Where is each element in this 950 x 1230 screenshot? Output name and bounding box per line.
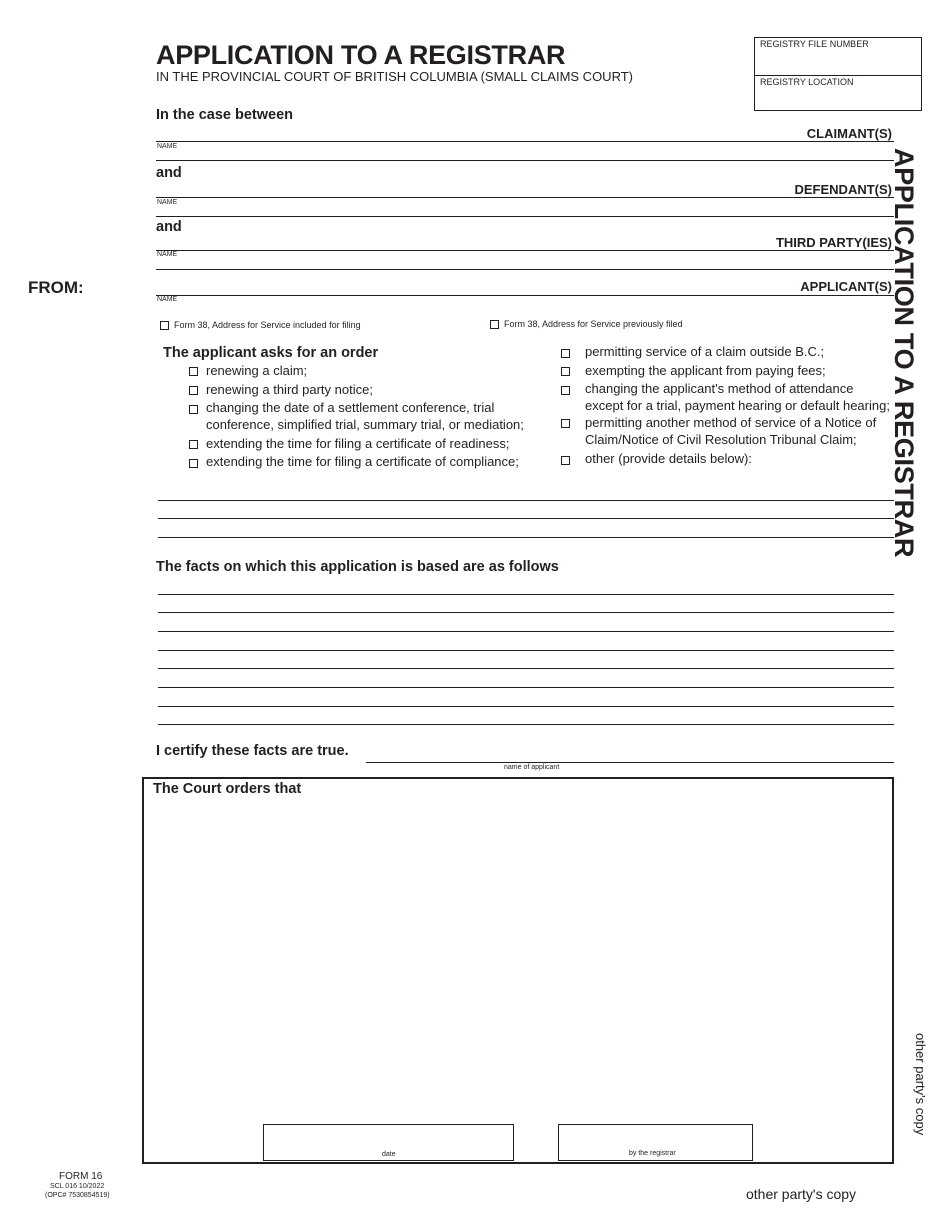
form-number: FORM 16 xyxy=(59,1171,103,1182)
exempt-fees-checkbox[interactable] xyxy=(561,367,570,376)
order-request-heading: The applicant asks for an order xyxy=(163,345,379,361)
applicant-name-line[interactable] xyxy=(156,295,894,296)
other-details-line-3[interactable] xyxy=(158,537,894,538)
renew-third-party-checkbox[interactable] xyxy=(189,386,198,395)
applicant-name-caption: NAME xyxy=(157,296,178,303)
facts-heading: The facts on which this application is based are as follows xyxy=(156,559,559,575)
other-service-method-label-cont: Claim/Notice of Civil Resolution Tribunal Claim; xyxy=(585,432,857,447)
compliance-checkbox[interactable] xyxy=(189,459,198,468)
facts-line-6[interactable] xyxy=(158,687,894,688)
claimant-label: CLAIMANT(S) xyxy=(806,126,892,141)
defendant-name-caption: NAME xyxy=(157,199,178,206)
facts-line-3[interactable] xyxy=(158,631,894,632)
exempt-fees-label: exempting the applicant from paying fees; xyxy=(585,363,826,378)
applicant-label: APPLICANT(S) xyxy=(800,279,892,294)
address-included-option[interactable] xyxy=(160,320,361,330)
opc-number: (OPC# 7530854519) xyxy=(45,1192,110,1199)
claimant-address-line[interactable] xyxy=(156,160,894,161)
third-party-label: THIRD PARTY(IES) xyxy=(775,235,892,250)
renew-claim-label: renewing a claim; xyxy=(206,363,308,378)
renew-third-party-label: renewing a third party notice; xyxy=(206,382,373,397)
other-service-method-checkbox[interactable] xyxy=(561,419,570,428)
attendance-method-checkbox[interactable] xyxy=(561,386,570,395)
registry-divider xyxy=(755,75,921,76)
compliance-label: extending the time for filing a certificate of compliance; xyxy=(206,454,519,469)
facts-line-5[interactable] xyxy=(158,668,894,669)
attendance-method-label-cont: except for a trial, payment hearing or default hearing; xyxy=(585,398,890,413)
from-label: FROM: xyxy=(28,278,84,297)
change-date-label: changing the date of a settlement conference, trial xyxy=(206,400,495,415)
third-party-name-line[interactable] xyxy=(156,250,894,251)
registry-location-label: REGISTRY LOCATION xyxy=(760,77,854,87)
other-service-method-label: permitting another method of service of a Notice of xyxy=(585,415,877,430)
defendant-name-line[interactable] xyxy=(156,197,894,198)
court-orders-box xyxy=(142,777,894,1164)
vertical-title: APPLICATION TO A REGISTRAR xyxy=(889,148,919,558)
case-between-label: In the case between xyxy=(156,107,293,123)
facts-line-4[interactable] xyxy=(158,650,894,651)
facts-line-1[interactable] xyxy=(158,594,894,595)
change-date-checkbox[interactable] xyxy=(189,405,198,414)
attendance-method-label: changing the applicant's method of attendance xyxy=(585,381,854,396)
facts-line-2[interactable] xyxy=(158,612,894,613)
form-title: APPLICATION TO A REGISTRAR xyxy=(156,40,566,70)
service-outside-bc-label: permitting service of a claim outside B.C.; xyxy=(585,344,825,359)
claimant-name-caption: NAME xyxy=(157,143,178,150)
address-previously-checkbox[interactable] xyxy=(490,320,499,329)
defendant-label: DEFENDANT(S) xyxy=(794,182,892,197)
certify-text: I certify these facts are true. xyxy=(156,743,349,759)
registrar-caption: by the registrar xyxy=(629,1150,676,1157)
service-outside-bc-checkbox[interactable] xyxy=(561,349,570,358)
readiness-checkbox[interactable] xyxy=(189,440,198,449)
address-included-checkbox[interactable] xyxy=(160,321,169,330)
applicant-signature-line[interactable] xyxy=(366,762,894,763)
other-checkbox[interactable] xyxy=(561,456,570,465)
address-previously-option[interactable] xyxy=(490,319,683,329)
readiness-label: extending the time for filing a certificate of readiness; xyxy=(206,436,510,451)
other-details-line-1[interactable] xyxy=(158,500,894,501)
date-caption: date xyxy=(382,1151,396,1158)
and-label-2: and xyxy=(156,219,182,235)
other-details-line-2[interactable] xyxy=(158,518,894,519)
address-previously-label: Form 38, Address for Service previously filed xyxy=(504,319,683,329)
form-code: SCL 016 10/2022 xyxy=(50,1183,105,1190)
change-date-label-cont: conference, simplified trial, summary trial, or mediation; xyxy=(206,417,524,432)
form-subtitle: IN THE PROVINCIAL COURT OF BRITISH COLUMBIA (SMALL CLAIMS COURT) xyxy=(156,69,633,84)
court-orders-heading: The Court orders that xyxy=(153,781,302,797)
registry-box xyxy=(754,37,922,111)
third-party-address-line[interactable] xyxy=(156,269,894,270)
claimant-name-line[interactable] xyxy=(156,141,894,142)
facts-line-8[interactable] xyxy=(158,724,894,725)
defendant-address-line[interactable] xyxy=(156,216,894,217)
copy-label: other party's copy xyxy=(746,1186,857,1202)
address-included-label: Form 38, Address for Service included for filing xyxy=(174,320,361,330)
renew-claim-checkbox[interactable] xyxy=(189,367,198,376)
third-party-name-caption: NAME xyxy=(157,251,178,258)
date-box[interactable] xyxy=(263,1124,514,1161)
registrar-signature-box[interactable] xyxy=(558,1124,753,1161)
registry-file-number-label: REGISTRY FILE NUMBER xyxy=(760,39,869,49)
facts-line-7[interactable] xyxy=(158,706,894,707)
other-label: other (provide details below): xyxy=(585,451,752,466)
vertical-copy-label: other party's copy xyxy=(913,1033,928,1136)
and-label-1: and xyxy=(156,165,182,181)
name-of-applicant-caption: name of applicant xyxy=(504,764,560,771)
